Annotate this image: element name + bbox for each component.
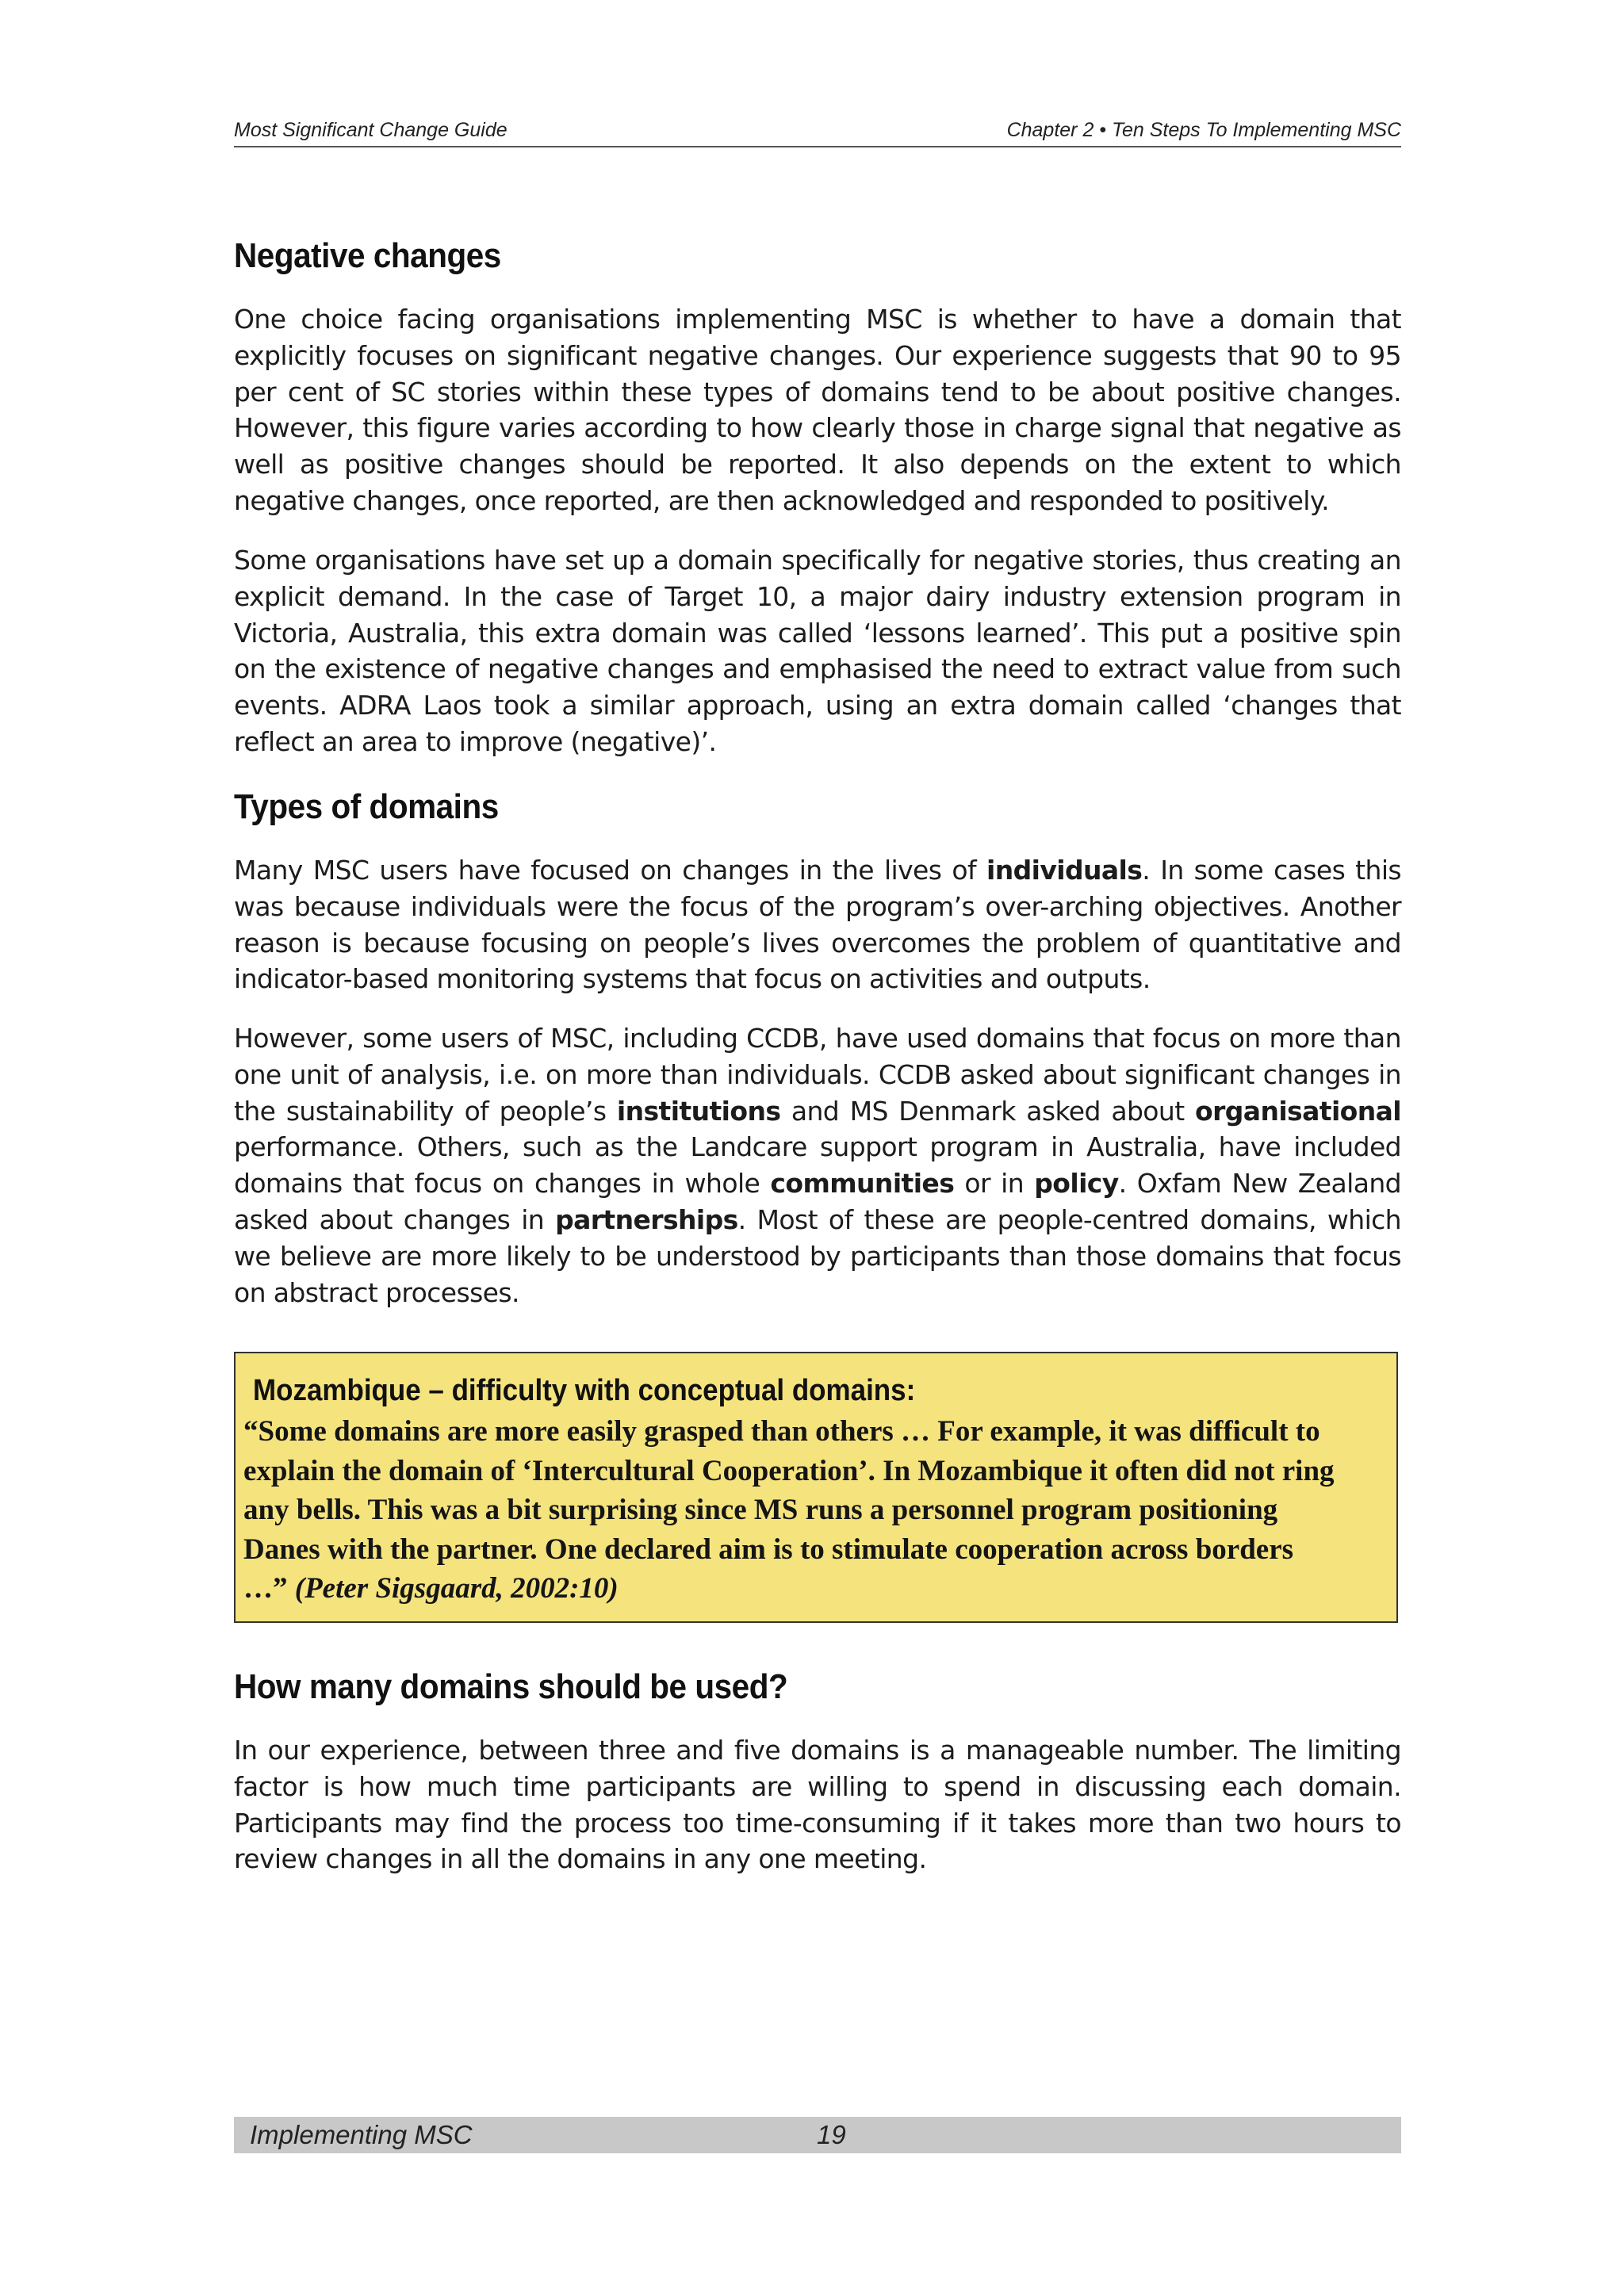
emphasis-organisational: organisational [1195,1095,1401,1127]
emphasis-partnerships: partnerships [555,1203,738,1235]
page-number: 19 [817,2120,846,2149]
paragraph-negative-1: One choice facing organisations implementing MSC is whether to have a domain that explicitly focuses on significant negative changes. Our experience suggests that 90 to 95 per cent of SC stories within these types of domains tend to be about positive changes. However, this figure varies according to how clearly those in charge signal that negative as well as positive changes should be reported. It also depends on the extent to which negative changes, once reported, are then acknowledged and responded to positively. [234,304,1401,516]
running-footer [234,2117,1401,2153]
emphasis-institutions: institutions [616,1095,781,1127]
paragraph-negative-2: Some organisations have set up a domain specifically for negative stories, thus creating an explicit demand. In the case of Target 10, a major dairy industry extension program in Victoria, Australia, this extra domain was called ‘lessons learned’. This put a positive spin on the existence of negative changes and emphasised the need to extract value from such events. ADRA Laos took a similar approach, using an extra domain called ‘changes that reflect an area to improve (negative)’. [234,545,1401,757]
running-header [234,116,1401,147]
quote-box [234,1352,1398,1623]
emphasis-policy: policy [1034,1168,1119,1200]
heading-negative-changes: Negative changes [234,236,501,275]
header-chapter-title: Chapter 2 • Ten Steps To Implementing MSC [1006,119,1401,141]
emphasis-individuals: individuals [986,855,1143,886]
paragraph-types-1: Many MSC users have focused on changes in the lives of individuals. In some cases this was because individuals were the focus of the program’s over-arching objectives. Another reason is because focusing on people’s lives overcomes the problem of quantitative and indicator-based monitoring systems that focus on activities and outputs. [234,855,1401,995]
heading-how-many-domains: How many domains should be used? [234,1667,788,1706]
footer-section-title: Implementing MSC [250,2120,473,2149]
header-guide-title: Most Significant Change Guide [234,119,508,141]
paragraph-how-many-1: In our experience, between three and five domains is a manageable number. The limiting factor is how much time participants are willing to spend in discussing each domain. Participants may find the process too time-consuming if it takes more than two hours to review changes in all the domains in any one meeting. [234,1735,1401,1875]
heading-types-of-domains: Types of domains [234,787,499,826]
emphasis-communities: communities [770,1168,955,1200]
quote-citation: (Peter Sigsgaard, 2002:10) [294,1572,619,1605]
quote-box-title: Mozambique – difficulty with conceptual domains: [253,1374,916,1407]
quote-box-text: “Some domains are more easily grasped than others … For example, it was difficult to explain the domain of ‘Intercultural Cooperation’. In Mozambique it often did not ring any bells. This was a bit surprising since MS runs a personnel program positioning Danes with the partner. One declared aim is to stimulate cooperation across borders …” (Peter Sigsgaard, 2002:10) [243,1415,1335,1605]
paragraph-types-2: However, some users of MSC, including CCDB, have used domains that focus on more than one unit of analysis, i.e. on more than individuals. CCDB asked about significant changes in the sustainability of people’s institutions and MS Denmark asked about organisational performance. Others, such as the Landcare support program in Australia, have included domains that focus on changes in whole communities or in policy. Oxfam New Zealand asked about changes in partnerships. Most of these are people-centred domains, which we believe are more likely to be understood by participants than those domains that focus on abstract processes. [234,1023,1401,1308]
